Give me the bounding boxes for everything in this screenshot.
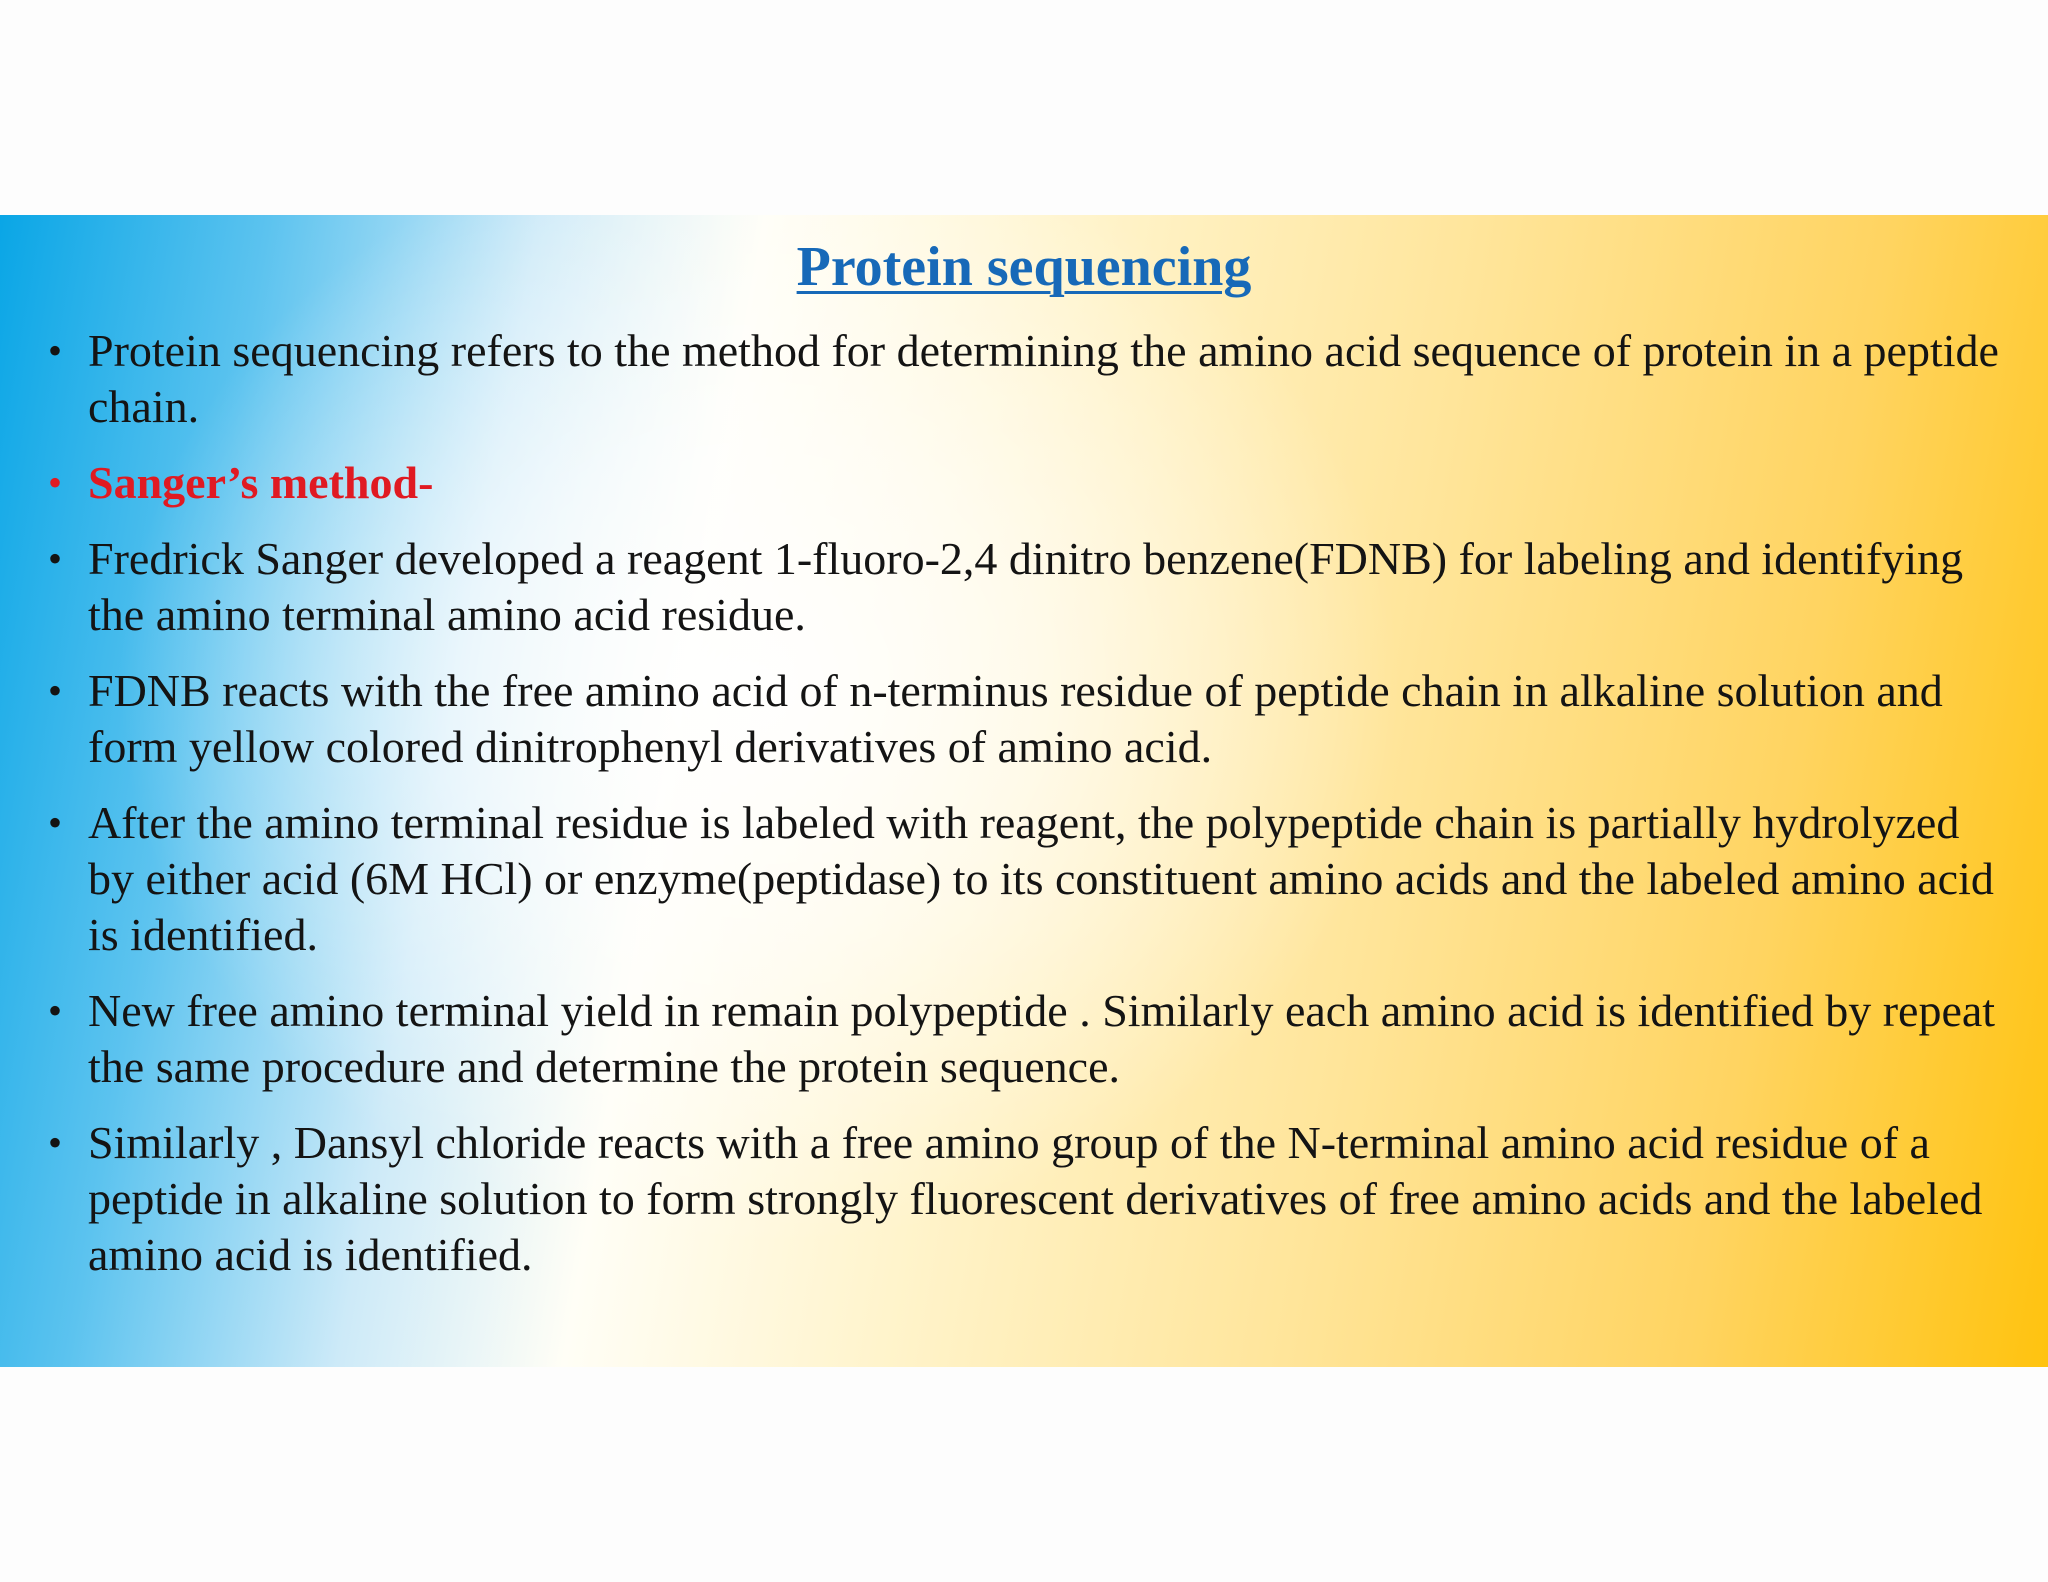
- bullet-text: Fredrick Sanger developed a reagent 1-fluoro-2,4 dinitro benzene(FDNB) for labeling and identifying the amino terminal amino acid residue.: [88, 533, 1964, 640]
- slide: [0, 215, 2048, 1367]
- bullet-icon: •: [48, 460, 63, 505]
- bullet-item-hydrolysis: [40, 795, 2000, 963]
- bullet-icon: •: [48, 1120, 63, 1165]
- bullet-text: FDNB reacts with the free amino acid of n-terminus residue of peptide chain in alkaline solution and form yellow colored dinitrophenyl derivatives of amino acid.: [88, 665, 1943, 772]
- bullet-item-fdnb-reaction: [40, 663, 2000, 775]
- bullet-icon: •: [48, 800, 63, 845]
- bullet-item-repeat: [40, 983, 2000, 1095]
- bullet-icon: •: [48, 668, 63, 713]
- bullet-text: Protein sequencing refers to the method for determining the amino acid sequence of protein in a peptide chain.: [88, 325, 1999, 432]
- bullet-item-fdnb-reagent: [40, 531, 2000, 643]
- bullet-item-sanger-heading: [40, 455, 2000, 511]
- bullet-list: [40, 323, 2000, 1303]
- bullet-icon: •: [48, 536, 63, 581]
- bullet-item-dansyl-chloride: [40, 1115, 2000, 1283]
- bullet-text: Similarly , Dansyl chloride reacts with a free amino group of the N-terminal amino acid residue of a peptide in alkaline solution to form strongly fluorescent derivatives of free amino acids and the labeled amino acid is identified.: [88, 1117, 1983, 1280]
- bullet-text: Sanger’s method-: [88, 457, 434, 508]
- bullet-item-definition: [40, 323, 2000, 435]
- slide-title: Protein sequencing: [796, 236, 1252, 298]
- bullet-icon: •: [48, 328, 63, 373]
- bullet-text: After the amino terminal residue is labeled with reagent, the polypeptide chain is partially hydrolyzed by either acid (6M HCl) or enzyme(peptidase) to its constituent amino acids and the labeled amino acid is identified.: [88, 797, 1994, 960]
- bullet-icon: •: [48, 988, 63, 1033]
- bullet-text: New free amino terminal yield in remain polypeptide . Similarly each amino acid is identified by repeat the same procedure and determine the protein sequence.: [88, 985, 1996, 1092]
